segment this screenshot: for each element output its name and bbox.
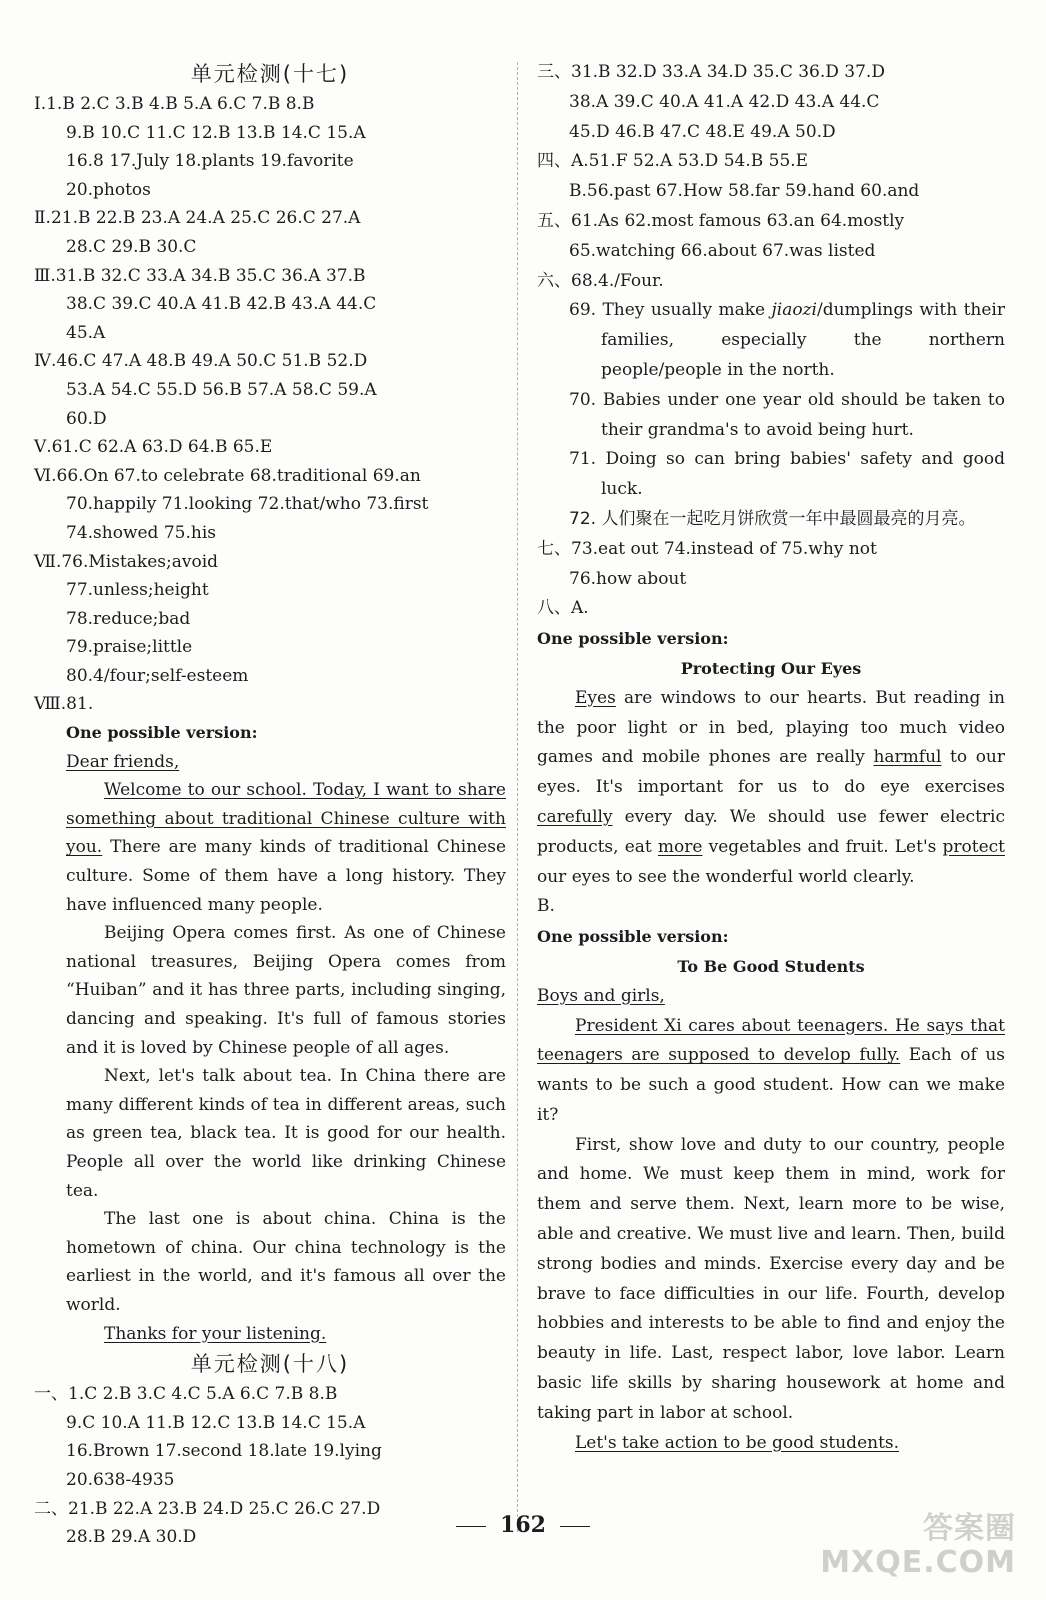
watermark: [820, 1512, 1016, 1580]
answer-line: B.56.past 67.How 58.far 59.hand 60.and: [569, 181, 920, 202]
section-three: [537, 58, 1005, 147]
letter-greeting: Dear friends,: [66, 751, 180, 772]
right-column: [537, 58, 1005, 1458]
essay-b-title: To Be Good Students: [677, 956, 865, 976]
answer-line: 16.Brown 17.second 18.late 19.lying: [66, 1441, 382, 1462]
dash-right: [560, 1526, 590, 1527]
version-label: One possible version:: [537, 629, 729, 649]
letter-paragraph: Welcome to our school. Today, I want to share something about traditional Chinese culture with you. There are many kinds of traditional Chinese culture. Some of them have a long history. They have influenced many people.: [66, 780, 506, 915]
answer-line: 45.A: [66, 322, 106, 343]
answer-line: 七、73.eat out 74.instead of 75.why not: [537, 538, 877, 559]
part-b-label: B.: [537, 896, 555, 917]
answer-line: Ⅰ.1.B 2.C 3.B 4.B 5.A 6.C 7.B 8.B: [34, 94, 315, 114]
section-6: [34, 462, 506, 548]
answer-line: 78.reduce;bad: [66, 608, 191, 629]
answer-line: 79.praise;little: [66, 637, 193, 658]
answer-line: 9.B 10.C 11.C 12.B 13.B 14.C 15.A: [66, 122, 366, 143]
answer-line: 16.8 17.July 18.plants 19.favorite: [66, 151, 354, 172]
answer-line: Ⅲ.31.B 32.C 33.A 34.B 35.C 36.A 37.B: [34, 265, 366, 286]
letter-paragraph: The last one is about china. China is the hometown of china. Our china technology is the earliest in the world, and it's famous all over the world.: [66, 1209, 506, 1315]
answer-line: Ⅷ.81.: [34, 694, 94, 715]
answer-line: 76.how about: [569, 568, 687, 589]
essay-b-paragraph: President Xi cares about teenagers. He says that teenagers are supposed to develop fully. Each of us wants to be such a good student. How can we make it?: [537, 1015, 1005, 1125]
essay-b-greeting: Boys and girls,: [537, 985, 665, 1006]
watermark-line-2: MXQE.COM: [820, 1545, 1016, 1580]
section-5: [34, 433, 506, 462]
answer-line: 65.watching 66.about 67.was listed: [569, 240, 876, 261]
section-1: [34, 90, 506, 204]
answer-line: 六、68.4./Four.: [537, 270, 664, 291]
answer-line: 四、A.51.F 52.A 53.D 54.B 55.E: [537, 151, 809, 172]
section-four: [537, 147, 1005, 207]
section-one: [34, 1380, 506, 1494]
unit-18-heading: 单元检测(十八): [190, 1352, 350, 1377]
sample-letter: [34, 748, 506, 1348]
essay-b-closing: Let's take action to be good students.: [575, 1432, 900, 1453]
section-7: [34, 548, 506, 691]
version-label: One possible version:: [537, 927, 729, 947]
answer-71: 71. Doing so can bring babies' safety and good luck.: [569, 449, 1005, 500]
dash-left: [456, 1526, 486, 1527]
answer-line: 三、31.B 32.D 33.A 34.D 35.C 36.D 37.D: [537, 62, 885, 82]
essay-b-paragraph: First, show love and duty to our country, people and home. We must keep them in mind, work for them and serve them. Next, learn more to be wise, able and creative. We must live and learn. Then, build strong bodies and minds. Exercise every day and be brave to face difficulties in our life. Fourth, develop hobbies and interests to be able to find and enjoy the beauty in life. Last, respect labor, love labor. Learn basic life skills by sharing housework at home and taking part in labor at school.: [537, 1134, 1005, 1423]
answer-line: 38.C 39.C 40.A 41.B 42.B 43.A 44.C: [66, 294, 377, 315]
page-number: 162: [0, 1512, 1046, 1538]
section-six: [537, 267, 1005, 535]
answer-line: 45.D 46.B 47.C 48.E 49.A 50.D: [569, 121, 836, 142]
column-divider: [517, 62, 518, 1532]
section-8: [34, 690, 506, 1348]
answer-line: 八、A.: [537, 598, 589, 619]
answer-line: 28.C 29.B 30.C: [66, 236, 197, 257]
section-eight: [537, 594, 1005, 1458]
letter-closing: Thanks for your listening.: [104, 1323, 327, 1344]
answer-line: 二、21.B 22.A 23.B 24.D 25.C 26.C 27.D: [34, 1498, 381, 1519]
answer-line: 38.A 39.C 40.A 41.A 42.D 43.A 44.C: [569, 91, 880, 112]
answer-70: 70. Babies under one year old should be taken to their grandma's to avoid being hurt.: [569, 389, 1005, 440]
answer-line: Ⅱ.21.B 22.B 23.A 24.A 25.C 26.C 27.A: [34, 208, 361, 229]
answer-line: 20.photos: [66, 179, 151, 200]
answer-line: 77.unless;height: [66, 580, 209, 601]
section-seven: [537, 535, 1005, 595]
answer-line: 74.showed 75.his: [66, 522, 216, 543]
answer-line: Ⅵ.66.On 67.to celebrate 68.traditional 69.an: [34, 465, 421, 486]
letter-paragraph: Next, let's talk about tea. In China there are many different kinds of tea in different areas, such as green tea, black tea. It is good for our health. People all over the world like drinking Chinese tea.: [66, 1066, 506, 1201]
essay-a-body: Eyes are windows to our hearts. But reading in the poor light or in bed, playing too much video games and mobile phones are really harmful to our eyes. It's important for us to do eye exercises carefully every day. We should use fewer electric products, eat more vegetables and fruit. Let's protect our eyes to see the wonderful world clearly.: [537, 687, 1006, 887]
answer-line: Ⅶ.76.Mistakes;avoid: [34, 551, 219, 572]
answer-line: 20.638-4935: [66, 1469, 175, 1490]
unit-17-heading: 单元检测(十七): [190, 62, 350, 86]
answer-69: 69. They usually make jiaozi/dumplings with their families, especially the northern people/people in the north.: [569, 300, 1005, 380]
section-3: [34, 262, 506, 348]
answer-line: 53.A 54.C 55.D 56.B 57.A 58.C 59.A: [66, 379, 377, 400]
answer-line: 28.B 29.A 30.D: [66, 1527, 197, 1548]
section-five: [537, 207, 1005, 267]
answer-line: 9.C 10.A 11.B 12.C 13.B 14.C 15.A: [66, 1412, 366, 1433]
answer-line: Ⅴ.61.C 62.A 63.D 64.B 65.E: [34, 437, 273, 458]
left-column: [34, 58, 506, 1552]
answer-line: 一、1.C 2.B 3.C 4.C 5.A 6.C 7.B 8.B: [34, 1384, 338, 1405]
answer-line: 60.D: [66, 408, 107, 429]
section-2: [34, 204, 506, 261]
watermark-line-1: 答案圈: [923, 1511, 1016, 1546]
answer-line: 80.4/four;self-esteem: [66, 665, 249, 686]
version-label: One possible version:: [66, 723, 258, 743]
answer-line: 五、61.As 62.most famous 63.an 64.mostly: [537, 210, 905, 231]
answer-72: 72. 人们聚在一起吃月饼欣赏一年中最圆最亮的月亮。: [569, 508, 976, 529]
answer-line: 70.happily 71.looking 72.that/who 73.first: [66, 494, 429, 515]
section-4: [34, 347, 506, 433]
answer-line: Ⅳ.46.C 47.A 48.B 49.A 50.C 51.B 52.D: [34, 351, 368, 372]
letter-paragraph: Beijing Opera comes first. As one of Chinese national treasures, Beijing Opera comes from “Huiban” and it has three parts, including singing, dancing and speaking. It's full of famous stories and it is loved by Chinese people of all ages.: [66, 923, 506, 1058]
essay-a-title: Protecting Our Eyes: [680, 658, 862, 678]
